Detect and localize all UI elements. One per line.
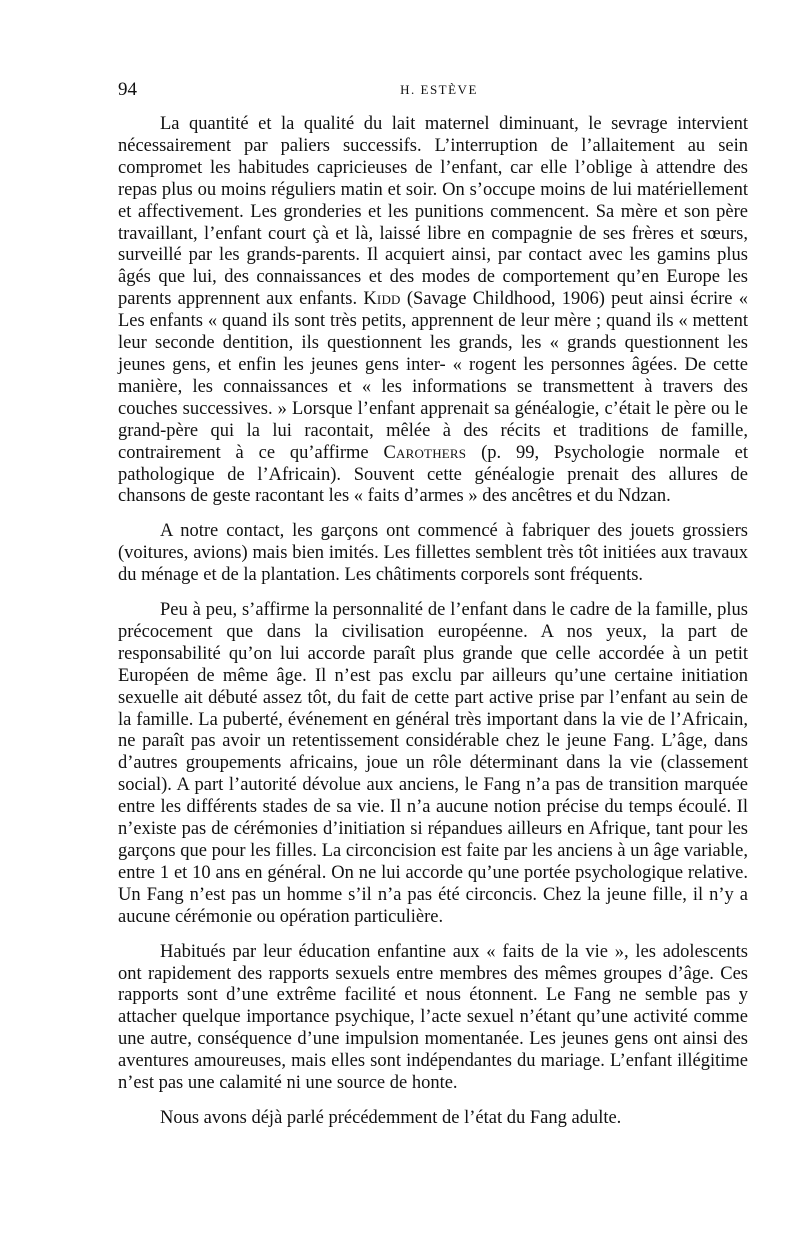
book-page: [118, 76, 748, 1130]
paragraph-1-text-a: La quantité et la qualité du lait maternel diminuant, le sevrage intervient nécessairement par paliers successifs. L’interruption de l’allaitement au sein compromet les habitudes capricieuses de l’enfant, car elle l’oblige à attendre des repas plus ou moins réguliers matin et soir. On s’occupe moins de lui matériellement et affectivement. Les gronderies et les punitions commencent. Sa mère et son père travaillant, l’enfant court çà et là, laissé libre en compagnie de ses frères et sœurs, surveillé par les grands-parents. Il acquiert ainsi, par contact avec les gamins plus âgés que lui, des connaissances et des modes de comportement qu’en Europe les parents apprennent aux enfants.: [118, 114, 748, 310]
author-name-carothers: Carothers: [383, 442, 467, 463]
paragraph-1-text-b: (Savage Childhood, 1906) peut ainsi écrire « Les enfants « quand ils sont très petits, apprennent de leur mère ; quand ils « mettent leur seconde dentition, ils questionnent les grands, les « grands questionnent les jeunes gens, et enfin les jeunes gens inter- « rogent les personnes âgées. De cette manière, les connaissances et « les informations se transmettent à travers des couches successives. » Lorsque l’enfant apprenait sa généalogie, c’était le père ou le grand-père qui la lui racontait, mêlée à des récits et traditions de famille, contrairement à ce qu’affirme: [118, 289, 748, 463]
page-number: 94: [118, 79, 137, 100]
body-text: [118, 114, 748, 1130]
paragraph-4: Habitués par leur éducation enfantine aux « faits de la vie », les adolescents ont rapidement des rapports sexuels entre membres des mêmes groupes d’âge. Ces rapports sont d’une extrême facilité et nous étonnent. Le Fang ne semble pas y attacher quelque importance psychique, l’acte sexuel n’étant qu’une activité comme une autre, conséquence d’une impulsion momentanée. Les jeunes gens ont ainsi des aventures amoureuses, mais elles sont indépendantes du mariage. L’enfant illégitime n’est pas une calamité ni une source de honte.: [118, 941, 748, 1094]
author-name-kidd: Kidd: [363, 289, 401, 310]
paragraph-3: Peu à peu, s’affirme la personnalité de l’enfant dans le cadre de la famille, plus précocement que dans la civilisation européenne. A nos yeux, la part de responsabilité qu’on lui accorde paraît plus grande que celle accordée à un petit Européen de même âge. Il n’est pas exclu par ailleurs qu’une certaine initiation sexuelle ait débuté assez tôt, du fait de cette part active prise par l’enfant au sein de la famille. La puberté, événement en général très important dans la vie de l’Africain, ne paraît pas avoir un retentissement considérable chez le jeune Fang. L’âge, dans d’autres groupements africains, joue un rôle déterminant dans la vie (classement social). A part l’autorité dévolue aux anciens, le Fang n’a pas de transition marquée entre les différents stades de sa vie. Il n’a aucune notion précise du temps écoulé. Il n’existe pas de cérémonies d’initiation si répandues ailleurs en Afrique, tant pour les garçons que pour les filles. La circoncision est faite par les anciens à un âge variable, entre 1 et 10 ans en général. On ne lui accorde qu’une portée psychologique relative. Un Fang n’est pas un homme s’il n’a pas été circoncis. Chez la jeune fille, il n’y a aucune cérémonie ou opération particulière.: [118, 600, 748, 927]
running-head-author: H. ESTÈVE: [400, 82, 478, 97]
paragraph-2: A notre contact, les garçons ont commencé à fabriquer des jouets grossiers (voitures, avions) mais bien imités. Les fillettes semblent très tôt initiées aux travaux du ménage et de la plantation. Les châtiments corporels sont fréquents.: [118, 521, 748, 586]
running-head: [118, 76, 748, 104]
paragraph-1: [118, 114, 748, 508]
paragraph-5: Nous avons déjà parlé précédemment de l’état du Fang adulte.: [160, 1107, 622, 1128]
paragraph-1-text-c: (p. 99, Psychologie normale et pathologique de l’Africain). Souvent cette généalogie prenait des allures de chansons de geste racontant les « faits d’armes » des ancêtres et du Ndzan.: [118, 442, 748, 507]
